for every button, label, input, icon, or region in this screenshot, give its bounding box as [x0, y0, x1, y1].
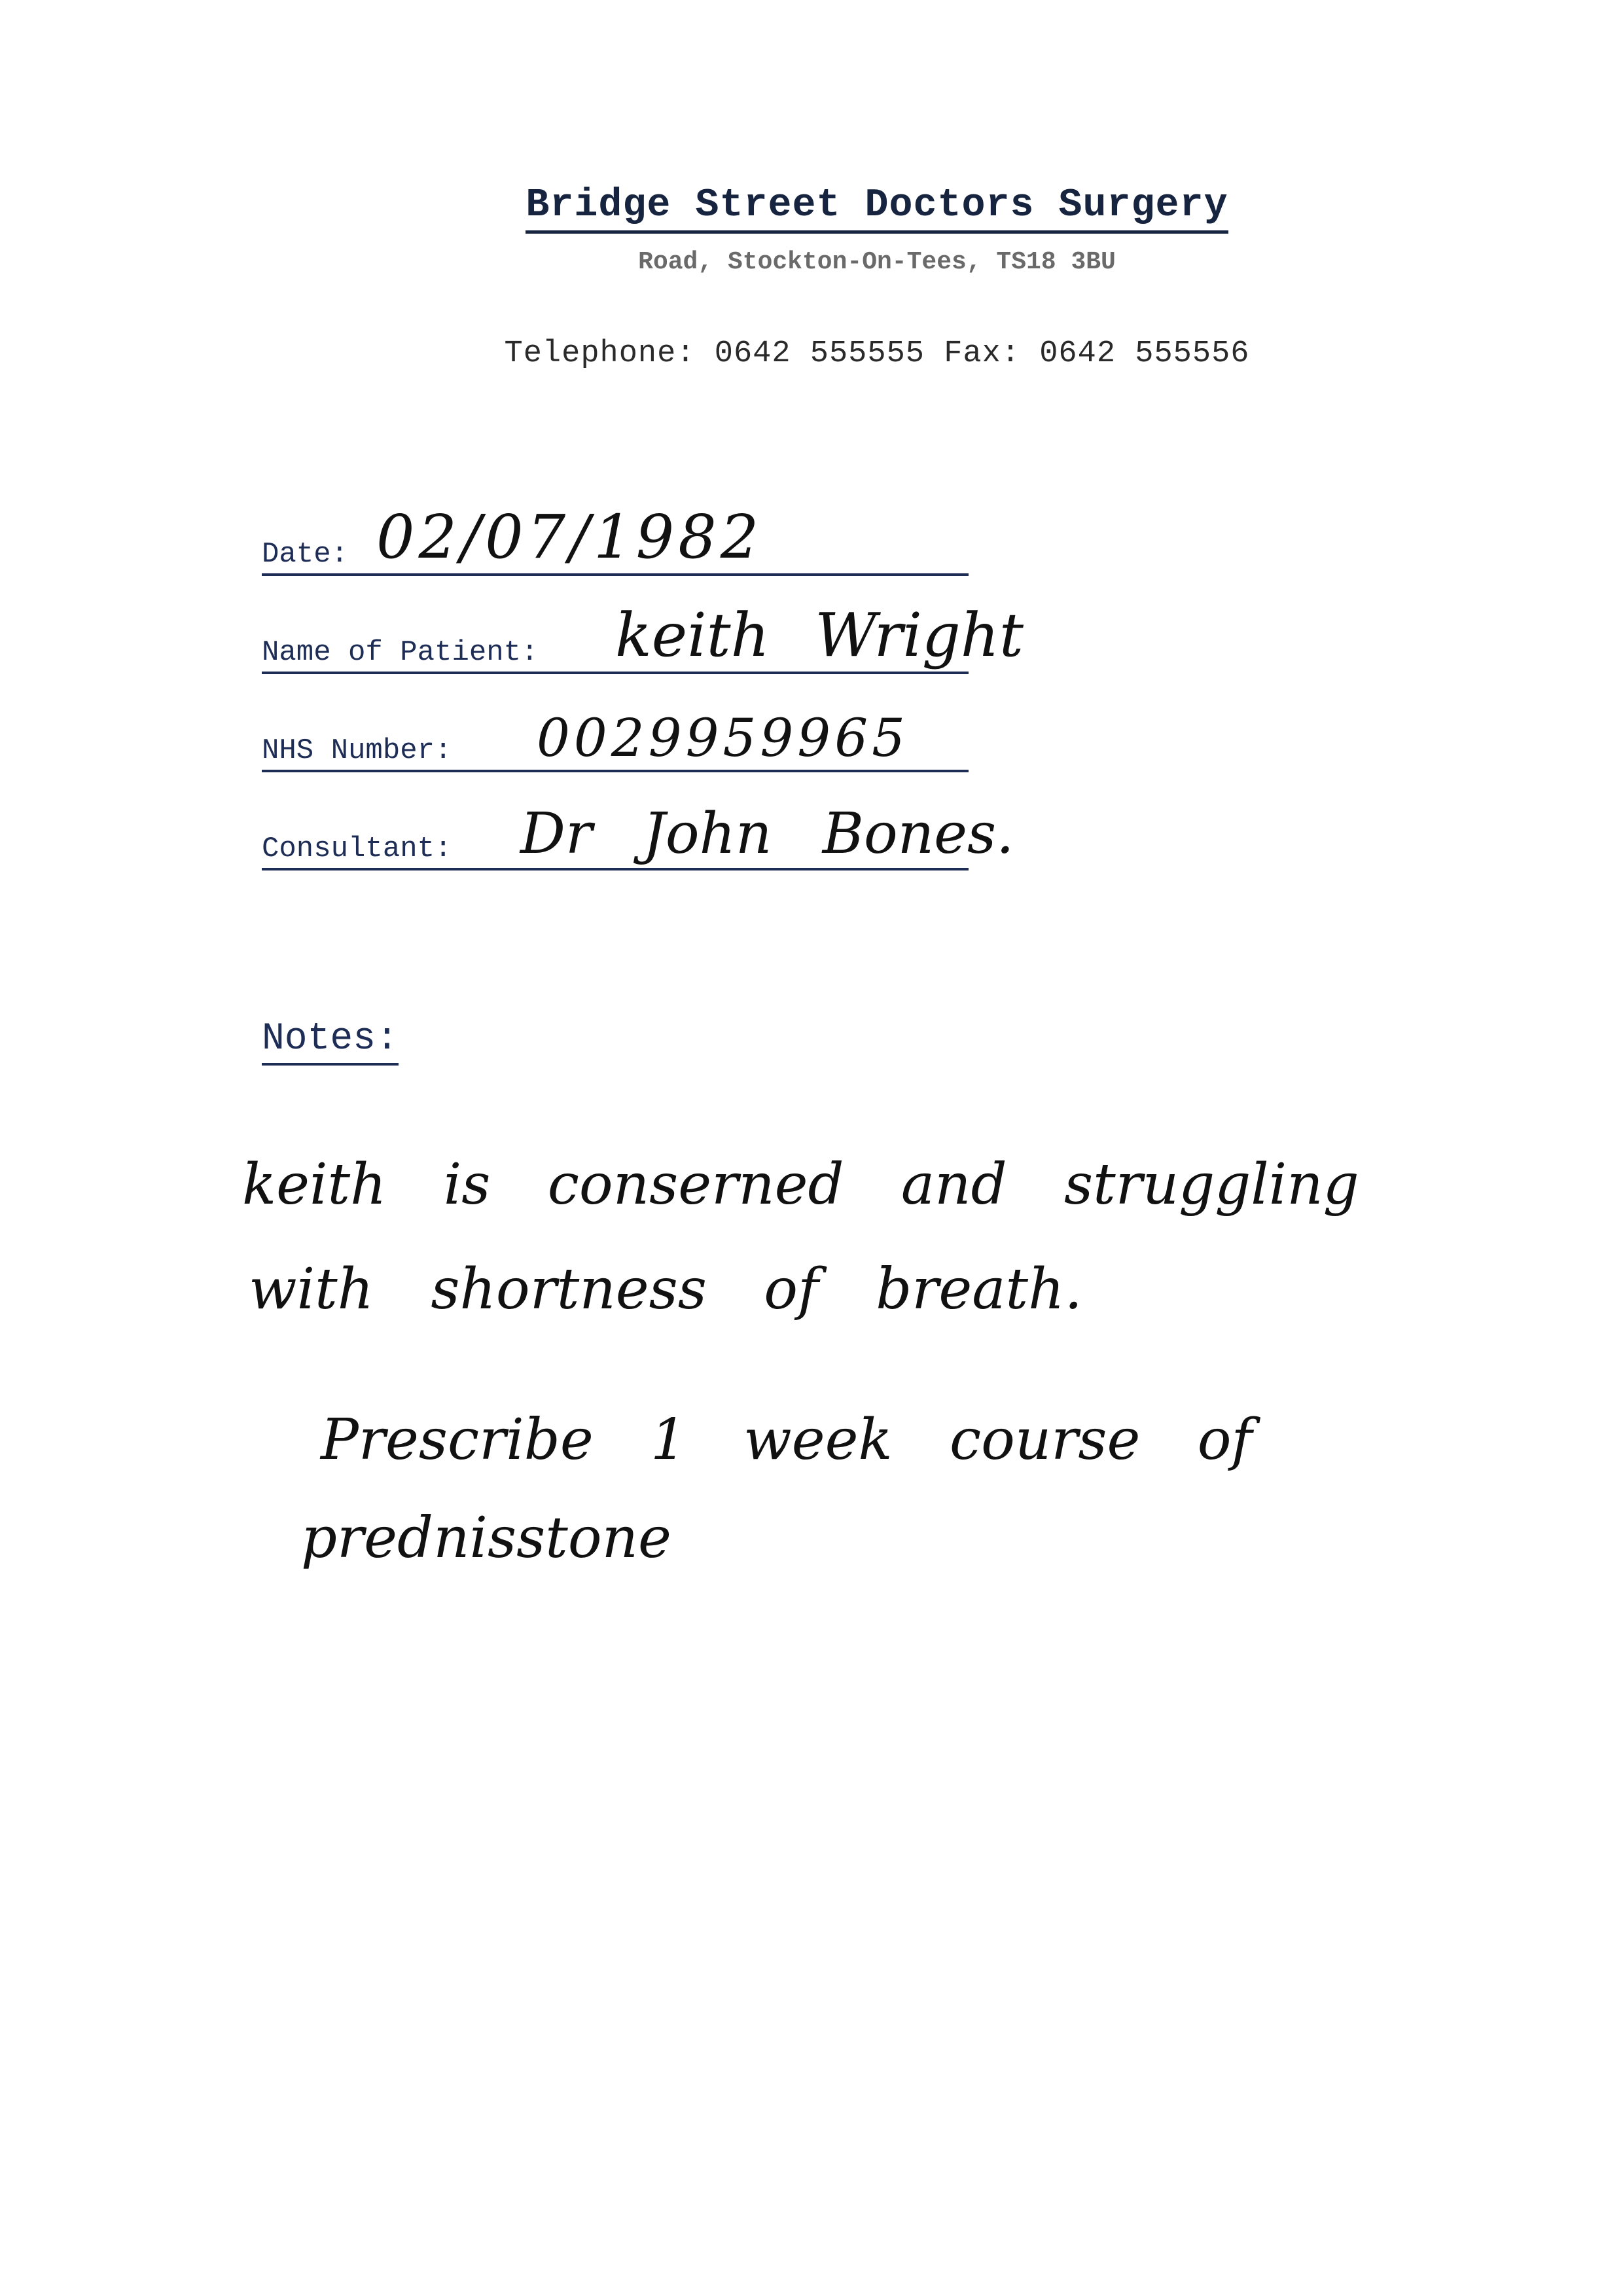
nhs-underline — [262, 770, 969, 772]
date-label: Date: — [262, 538, 349, 571]
patient-field — [262, 600, 1024, 674]
notes-line: prednisstone — [301, 1505, 671, 1571]
notes-line: with shortness of breath. — [249, 1257, 1082, 1322]
letterhead — [0, 183, 1623, 371]
notes-line: Prescribe 1 week course of — [321, 1407, 1253, 1473]
nhs-field — [262, 700, 969, 772]
notes-label: Notes: — [262, 1018, 399, 1066]
surgery-address: Road, Stockton-On-Tees, TS18 3BU — [638, 248, 1116, 276]
consultant-field — [262, 798, 1014, 870]
patient-label: Name of Patient: — [262, 636, 539, 669]
notes-line: keith is conserned and struggling — [242, 1152, 1359, 1217]
date-field — [262, 504, 969, 576]
date-value: 02/07/1982 — [376, 502, 763, 572]
patient-underline — [262, 672, 969, 674]
consultant-label: Consultant: — [262, 833, 452, 865]
surgery-title: Bridge Street Doctors Surgery — [526, 183, 1228, 234]
nhs-value: 0029959965 — [537, 708, 909, 768]
nhs-label: NHS Number: — [262, 734, 452, 767]
patient-value: keith Wright — [615, 600, 1024, 670]
date-underline — [262, 573, 969, 576]
consultant-underline — [262, 868, 969, 870]
consultant-value: Dr John Bones. — [520, 801, 1014, 867]
contact-line: Telephone: 0642 555555 Fax: 0642 555556 — [504, 336, 1250, 371]
